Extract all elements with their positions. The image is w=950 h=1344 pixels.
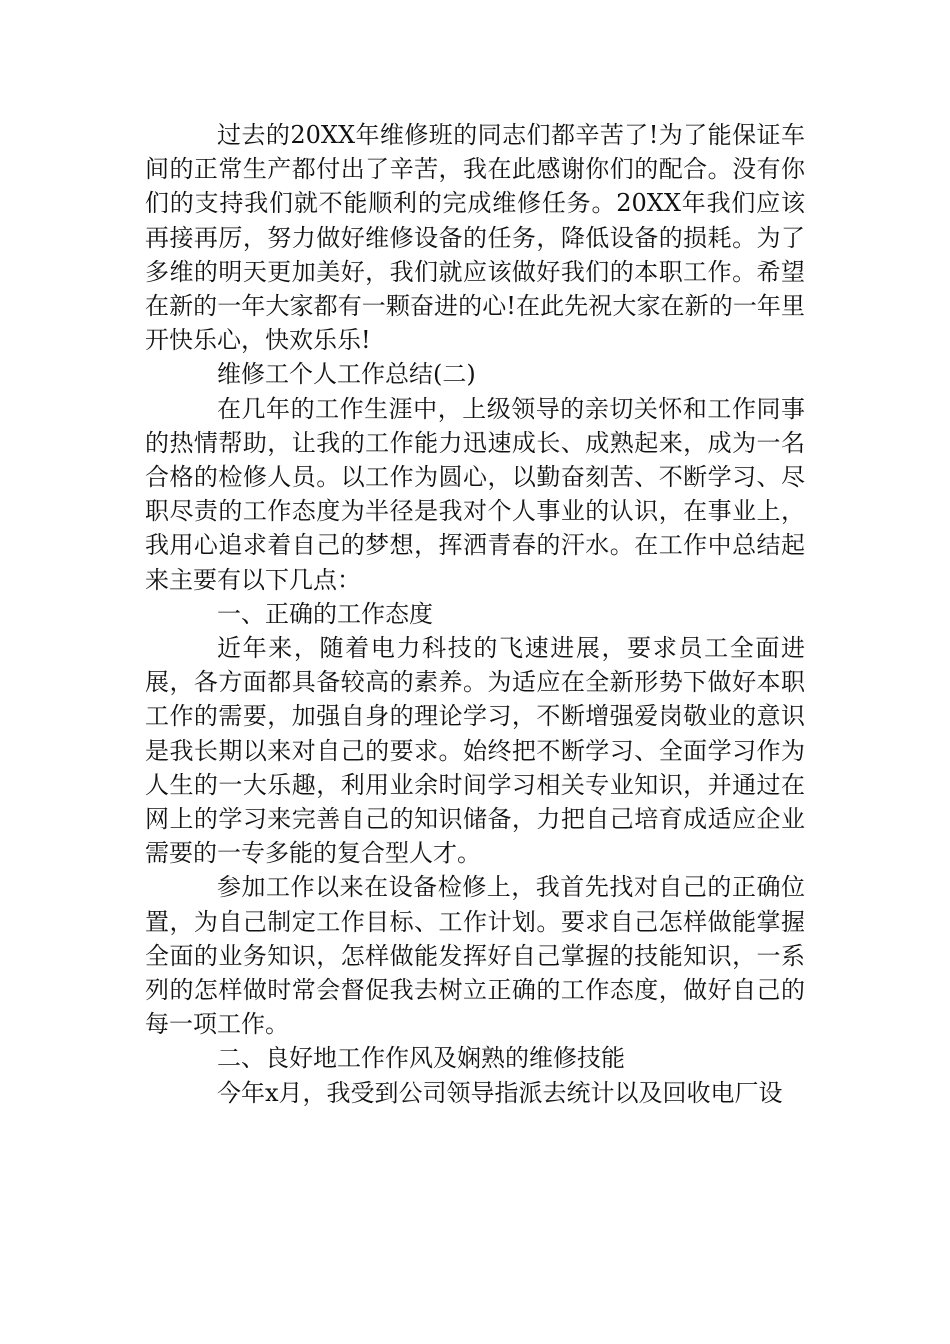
section-title: 维修工个人工作总结(二) [217, 360, 476, 389]
paragraph-learning: 近年来，随着电力科技的飞速进展，要求员工全面进展，各方面都具备较高的素养。为适应在全新形势下做好本职工作的需要，加强自身的理论学习，不断增强爱岗敬业的意识是我长期以来对自己的要求。始终把不断学习、全面学习作为人生的一大乐趣，利用业余时间学习相关专业知识，并通过在网上的学习来完善自己的知识储备，力把自己培育成适应企业需要的一专多能的复合型人才。 [145, 634, 805, 868]
paragraph-maintenance: 参加工作以来在设备检修上，我首先找对自己的正确位置，为自己制定工作目标、工作计划。要求自己怎样做能掌握全面的业务知识，怎样做能发挥好自己掌握的技能知识，一系列的怎样做时常会督促我去树立正确的工作态度，做好自己的每一项工作。 [145, 873, 805, 1039]
document-body [145, 118, 805, 1110]
paragraph-intro: 过去的20XX年维修班的同志们都辛苦了!为了能保证车间的正常生产都付出了辛苦，我在此感谢你们的配合。没有你们的支持我们就不能顺利的完成维修任务。20XX年我们应该再接再厉，努力做好维修设备的任务，降低设备的损耗。为了多维的明天更加美好，我们就应该做好我们的本职工作。希望在新的一年大家都有一颗奋进的心!在此先祝大家在新的一年里开快乐心，快欢乐乐! [145, 121, 805, 355]
paragraph-assignment: 今年x月，我受到公司领导指派去统计以及回收电厂设 [217, 1078, 783, 1107]
paragraph-career: 在几年的工作生涯中，上级领导的亲切关怀和工作同事的热情帮助，让我的工作能力迅速成长、成熟起来，成为一名合格的检修人员。以工作为圆心，以勤奋刻苦、不断学习、尽职尽责的工作态度为半径是我对个人事业的认识，在事业上，我用心追求着自己的梦想，挥洒青春的汗水。在工作中总结起来主要有以下几点： [145, 394, 805, 594]
heading-attitude: 一、正确的工作态度 [217, 599, 433, 628]
heading-skills: 二、良好地工作作风及娴熟的维修技能 [217, 1044, 625, 1073]
